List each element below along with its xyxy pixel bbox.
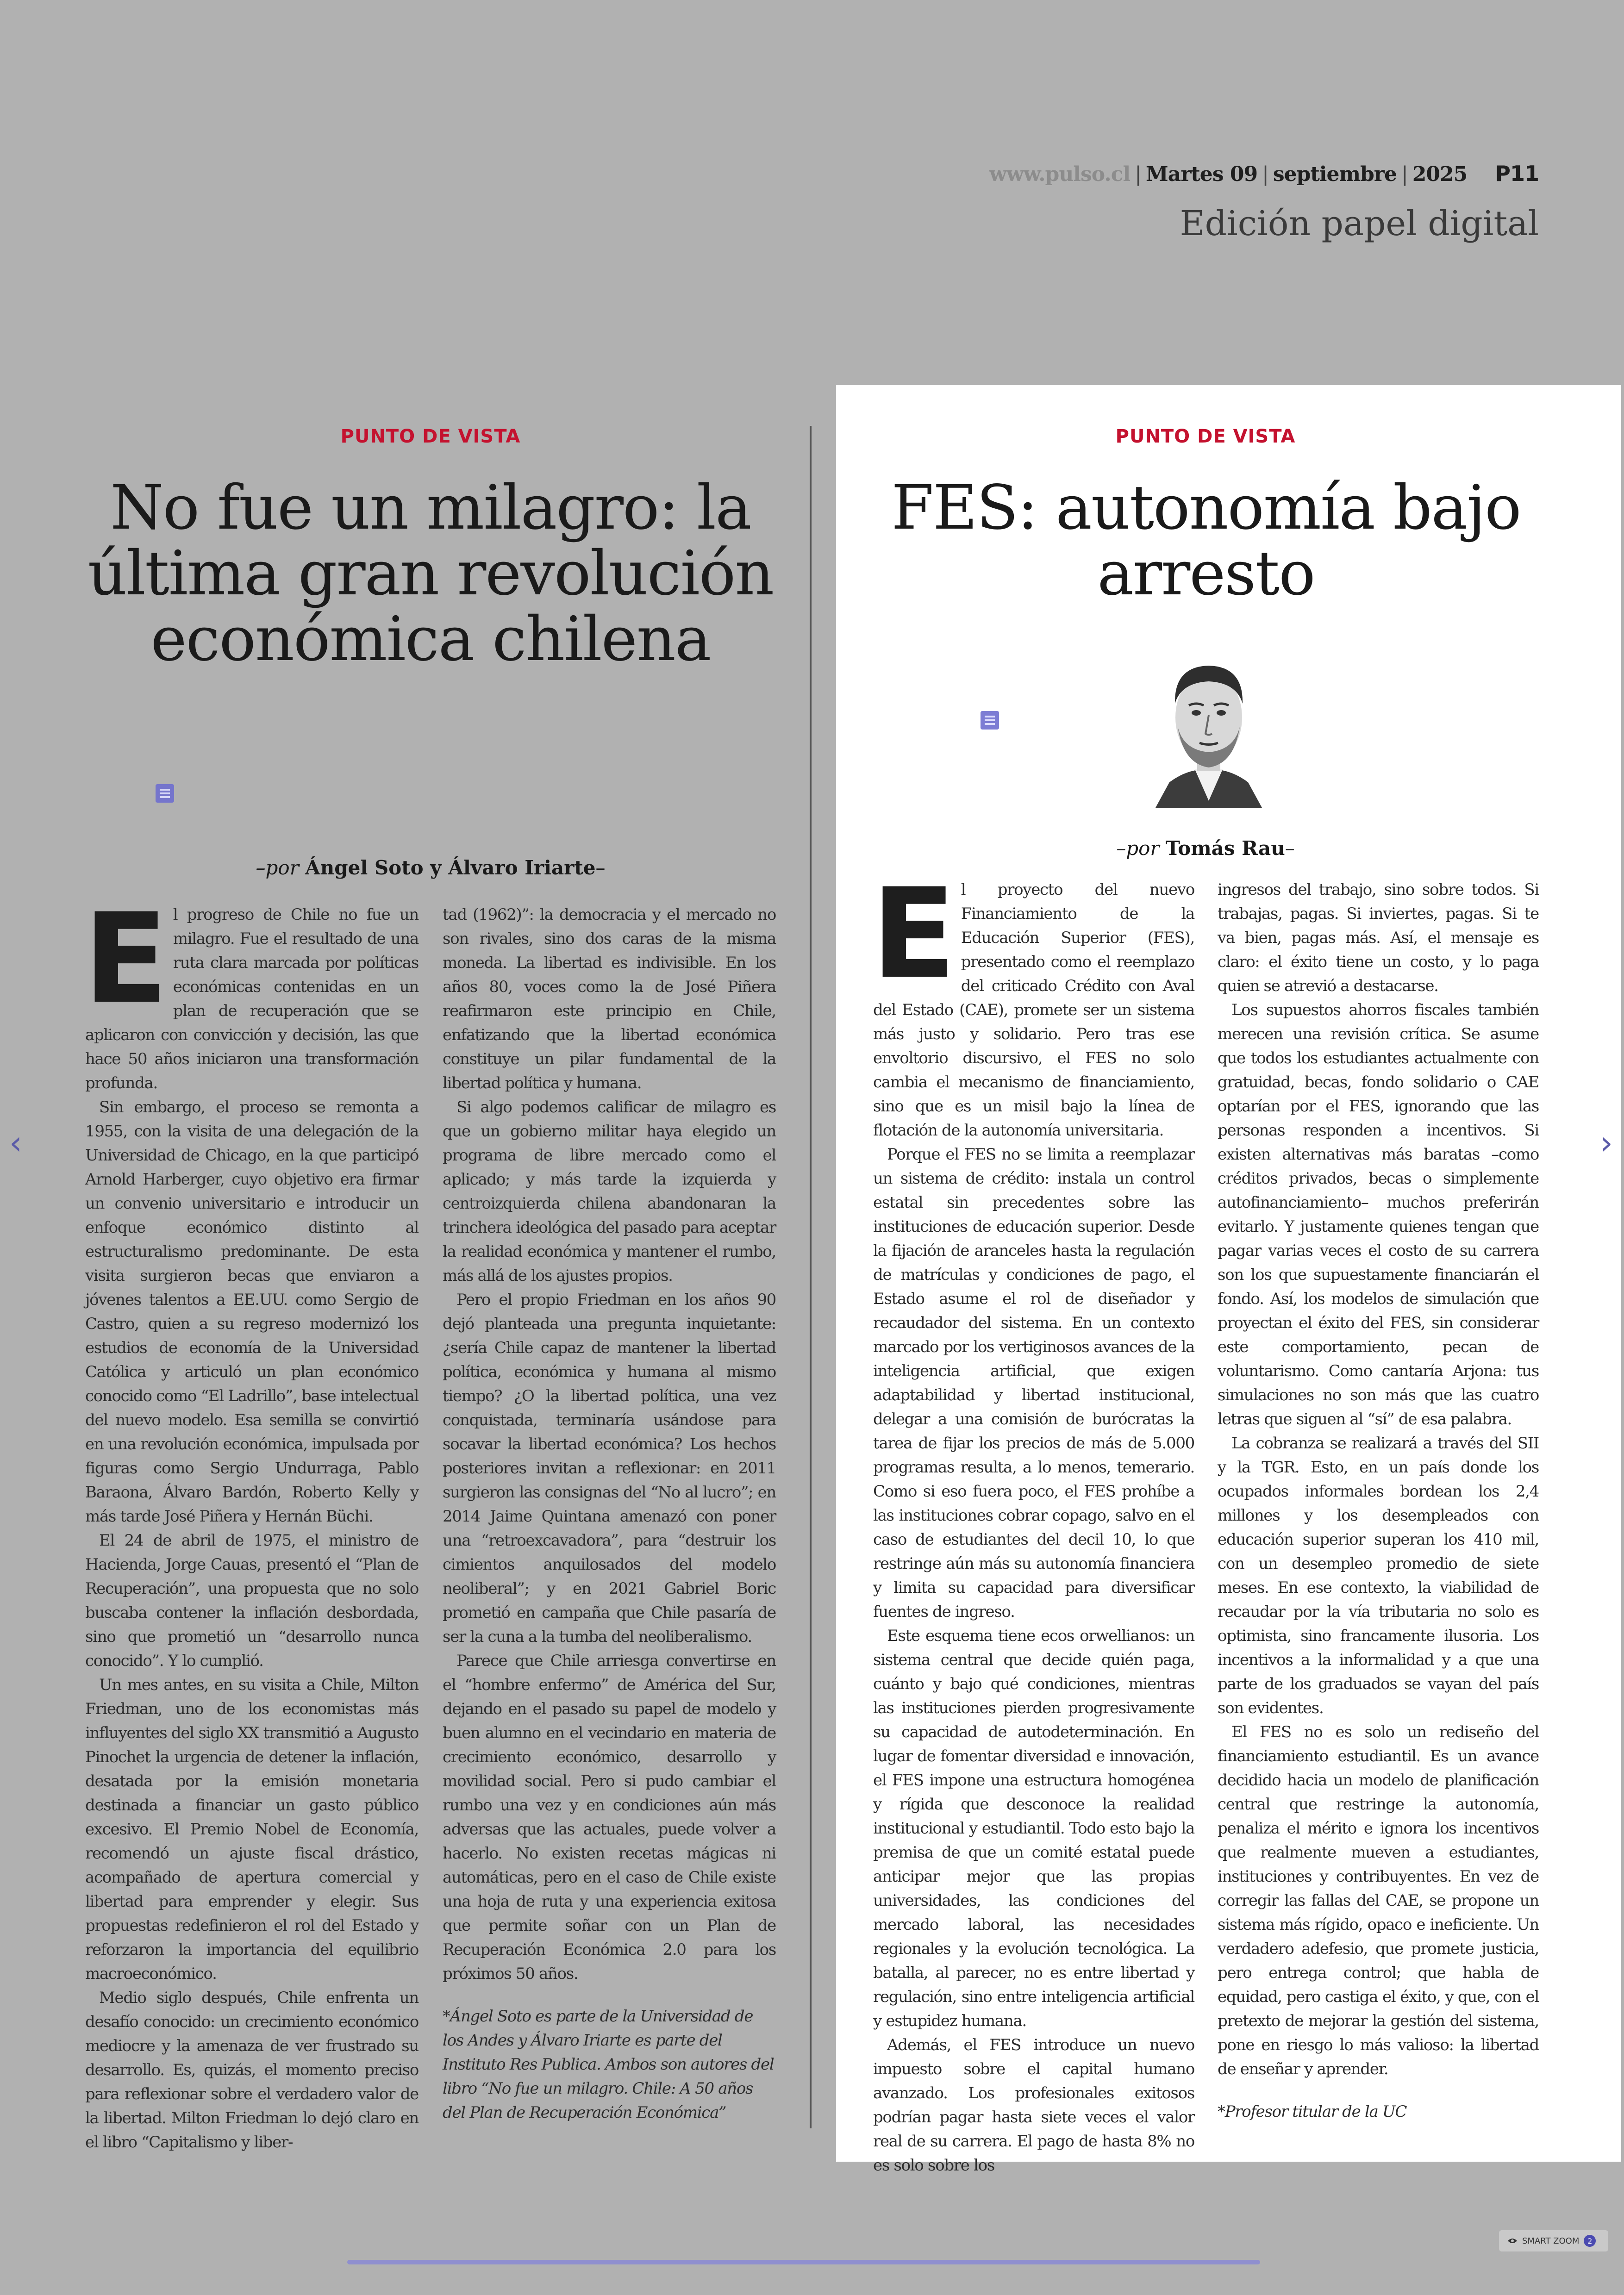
author-note: *Ángel Soto es parte de la Universidad de los Andes y Álvaro Iriarte es parte del Instituto Res Publica. Ambos son autores del libro “No fue un milagro. Chile: A 50 años del Plan de Recuperación Económica” [443,2007,774,2122]
smart-zoom-button[interactable] [1499,2230,1608,2251]
issue-day: Martes 09 [1146,162,1258,186]
paragraph: El FES no es solo un rediseño del financiamiento estudiantil. Es un avance decidido hacia un modelo de planificación central que restringe la autonomía, penaliza el mérito e ignora los incentivos que realmente mueven a estudiantes, instituciones y contribuyentes. En vez de corregir las fallas del CAE, se propone un sistema más rígido, opaco e ineficiente. Un verdadero adefesio, que promete justicia, pero entrega control; que habla de equidad, pero castiga el éxito, y que, con el pretexto de mejorar la gestión del sistema, pone en riesgo lo más valioso: la libertad de enseñar y aprender. [1218,1723,1539,2078]
paragraph: La cobranza se realizará a través del SII y la TGR. Esto, en un país donde los ocupados informales bordean los 2,4 millones y los desempleados con educación superior superan los 410 mil, con un desempleo promedio de siete meses. En ese contexto, la viabilidad de recaudar por la vía tributaria no solo es optimista, sino francamente ilusoria. Los incentivos a la informalidad y a que una parte de los graduados se vayan del país son evidentes. [1218,1434,1539,1717]
issue-month: septiembre [1273,162,1397,186]
paragraph: Los supuestos ahorros fiscales también merecen una revisión crítica. Se asume que todos los estudiantes actualmente con gratuidad, becas, fondo solidario o CAE optarían por el FES, ignorando que las personas responden a incentivos. Si existen alternativas más baratas –como créditos privados, becas o simplemente autofinanciamiento– muchos preferirán evitarlo. Y justamente quienes tengan que pagar varias veces el costo de su carrera son los que supuestamente financiarán el fondo. Así, los modelos de simulación que proyectan el éxito del FES, sin considerar este comportamiento, pecan de voluntarismo. Como cantaría Arjona: tus simulaciones no son más que las cuatro letras que siguen al “sí” de esa palabra. [1218,1001,1539,1428]
previous-page-arrow[interactable]: ‹ [9,1124,22,1162]
right-byline: –por Tomás Rau– [1116,837,1295,860]
right-dropcap: E [871,862,956,1006]
paragraph: tad (1962)”: la democracia y el mercado no son rivales, sino dos caras de la misma moneda. La libertad es indivisible. En los años 80, voces como la de José Piñera reafirmaron este principio en Chile, enfatizando que la libertad económica constituye un pilar fundamental de la libertad política y humana. [443,905,776,1092]
paragraph: Porque el FES no se limita a reemplazar un sistema de crédito: instala un control estatal sin precedentes sobre las instituciones de educación superior. Desde la fijación de aranceles hasta la regulación de matrículas y condiciones de pago, el Estado asume el rol de diseñador y recaudador del sistema. En un contexto marcado por los vertiginosos avances de la inteligencia artificial, que exigen adaptabilidad y libertad institucional, delegar a una comisión de burócratas la tarea de fijar los precios de más de 5.000 programas resulta, a lo menos, temerario. Como si eso fuera poco, el FES prohíbe a las instituciones cobrar copago, salvo en el caso de estudiantes del decil 10, lo que restringe aún más su autonomía financiera y limita su capacidad para diversificar fuentes de ingreso. [873,1145,1194,1621]
left-byline: –por Ángel Soto y Álvaro Iriarte– [256,856,606,879]
paragraph: Sin embargo, el proceso se remonta a 1955, con la visita de una delegación de la Universidad de Chicago, en la que participó Arnold Harberger, cuyo objetivo era firmar un convenio universitario e introducir un enfoque económico distinto al estructuralismo predominante. De esta visita surgieron becas que enviaron a jóvenes talentos a EE.UU. como Sergio de Castro, quien a su regreso modernizó los estudios de economía de la Universidad Católica y articuló un plan económico conocido como “El Ladrillo”, base intelectual del nuevo modelo. Esa semilla se convirtió en una revolución económica, impulsada por figuras como Sergio Undurraga, Pablo Baraona, Álvaro Bardón, Roberto Kelly y más tarde José Piñera y Hernán Büchi. [85,1098,418,1526]
left-dropcap: E [83,887,168,1031]
right-column-1 [871,862,1194,2175]
horizontal-scrollbar[interactable] [347,2260,1260,2264]
right-author: Tomás Rau [1165,837,1285,860]
left-author: Ángel Soto y Álvaro Iriarte [305,856,596,879]
issue-year: 2025 [1412,162,1468,186]
paragraph: Además, el FES introduce un nuevo impuesto sobre el capital humano avanzado. Los profesionales exitosos podrían pagar hasta siete veces el valor real de su carrera. El pago de hasta 8% no es solo sobre los [873,2036,1194,2175]
site-url[interactable]: www.pulso.cl [989,162,1131,186]
paragraph: l progreso de Chile no fue un milagro. Fue el resultado de una ruta clara marcada por políticas económicas contenidas en un plan de recuperación que se aplicaron con convicción y decisión, las que hace 50 años iniciaron una transformación profunda. [85,905,418,1092]
page-divider [810,426,812,2128]
left-headline: No fue un milagro: la última gran revolución económica chilena [87,472,774,675]
paragraph: Parece que Chile arriesga convertirse en el “hombre enfermo” de América del Sur, dejando en el pasado su papel de modelo y buen alumno en el vecindario en materia de crecimiento económico, desarrollo y movilidad social. Pero si pudo cambiar el rumbo una vez y en condiciones aún más adversas que las actuales, puede volver a hacerlo. No existen recetas mágicas ni automáticas, pero en el caso de Chile existe una hoja de ruta y una experiencia exitosa que permite soñar con un Plan de Recuperación Económica 2.0 para los próximos 50 años. [443,1652,776,1983]
author-portrait [1151,648,1267,808]
issue-header: www.pulso.cl | Martes 09 | septiembre | 2025 P11 [989,161,1539,186]
right-headline: FES: autonomía bajo arresto [891,472,1521,609]
left-kicker: PUNTO DE VISTA [340,426,521,447]
paragraph: Si algo podemos calificar de milagro es que un gobierno militar haya elegido un programa de libre mercado como el aplicado; y más tarde la izquierda y centroizquierda chilena abandonaran la trinchera ideológica del pasado para aceptar la realidad económica y mantener el rumbo, más allá de los ajustes propios. [443,1098,776,1285]
smart-zoom-label: SMART ZOOM [1522,2236,1580,2246]
right-column-2 [1218,878,1539,2127]
smart-zoom-badge: 2 [1584,2235,1596,2247]
annotation-marker[interactable] [156,784,174,803]
paragraph: Un mes antes, en su visita a Chile, Milton Friedman, uno de los economistas más influyentes del siglo XX transmitió a Augusto Pinochet la urgencia de detener la inflación, desatada por la emisión monetaria destinada a financiar un gasto público excesivo. El Premio Nobel de Economía, recomendó un ajuste fiscal drástico, acompañado de apertura comercial y libertad para emprender y elegir. Sus propuestas redefinieron el rol del Estado y reforzaron la importancia del equilibrio macroeconómico. [85,1676,418,1983]
author-note: *Profesor titular de la UC [1218,2102,1407,2121]
eye-icon [1507,2238,1518,2244]
annotation-marker[interactable] [981,711,999,730]
paragraph: ingresos del trabajo, sino sobre todos. Si trabajas, pagas. Si inviertes, pagas. Si te va bien, pagas más. Así, el mensaje es claro: el éxito tiene un costo, y lo paga quien se atrevió a destacarse. [1218,880,1539,995]
next-page-arrow[interactable]: › [1600,1124,1613,1162]
paragraph: El 24 de abril de 1975, el ministro de Hacienda, Jorge Cauas, presentó el “Plan de Recuperación”, una propuesta que no solo buscaba contener la inflación desbordada, sino que prometió un “desarrollo nunca conocido”. Y lo cumplió. [85,1531,418,1670]
edition-label: Edición papel digital [1180,204,1539,243]
paragraph: Medio siglo después, Chile enfrenta un desafío conocido: un crecimiento económico mediocre y la amenaza de ver frustrado su desarrollo. Es, quizás, el momento preciso para reflexionar sobre el verdadero valor de la libertad. Milton Friedman lo dejó claro en el libro “Capitalismo y liber- [85,1989,418,2152]
paragraph: Pero el propio Friedman en los años 90 dejó planteada una pregunta inquietante: ¿sería Chile capaz de mantener la libertad política, económica y humana al mismo tiempo? ¿O la libertad política, una vez conquistada, terminaría usándose para socavar la libertad económica? Los hechos posteriores invitan a reflexionar: en 2011 surgieron las consignas del “No al lucro”; en 2014 Jaime Quintana amenazó con poner una “retroexcavadora”, para “destruir los cimientos anquilosados del modelo neoliberal”; y en 2021 Gabriel Boric prometió en campaña que Chile pasaría de ser la cuna a la tumba del neoliberalismo. [443,1291,776,1646]
left-column-2 [443,903,776,2125]
paragraph: Este esquema tiene ecos orwellianos: un sistema central que decide quién paga, cuánto y bajo qué condiciones, mientras las instituciones pierden progresivamente su capacidad de autodeterminación. En lugar de fomentar diversidad e innovación, el FES impone una estructura homogénea y rígida que desconoce la realidad institucional y estudiantil. Todo esto bajo la premisa de que un comité estatal puede anticipar mejor que las propias universidades, las condiciones del mercado laboral, las necesidades regionales y la evolución tecnológica. La batalla, al parecer, no es entre libertad y regulación, sino entre inteligencia artificial y estupidez humana. [873,1627,1194,2030]
left-column-1 [83,887,418,2152]
right-kicker: PUNTO DE VISTA [1115,426,1296,447]
page-number: P11 [1495,161,1539,186]
paragraph: l proyecto del nuevo Financiamiento de la Educación Superior (FES), presentado como el reemplazo del criticado Crédito con Aval del Estado (CAE), promete ser un sistema más justo y solidario. Pero tras ese envoltorio discursivo, el FES no solo cambia el mecanismo de financiamiento, sino que es un misil bajo la línea de flotación de la autonomía universitaria. [873,880,1194,1140]
